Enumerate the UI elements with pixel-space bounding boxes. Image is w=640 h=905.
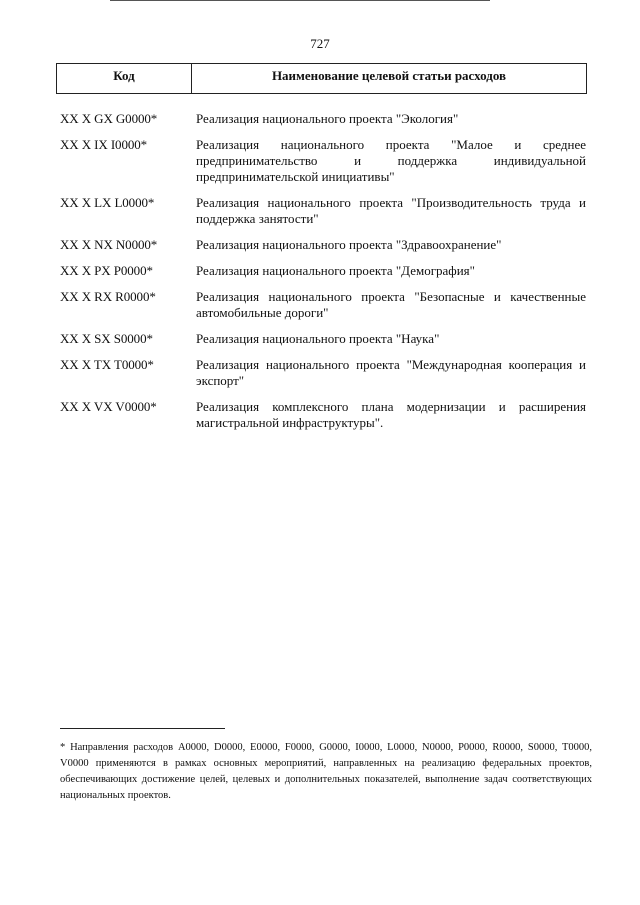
table-row (60, 289, 586, 321)
row-code: XX X RX R0000* (60, 289, 156, 304)
table-row (60, 331, 586, 347)
row-code: XX X VX V0000* (60, 399, 157, 414)
row-code: XX X LX L0000* (60, 195, 155, 210)
table-row (60, 195, 586, 227)
table-row (60, 137, 586, 185)
footnote: * Направления расходов А0000, D0000, E0000, F0000, G0000, I0000, L0000, N0000, P0000, R0000, S0000, T0000, V0000 применяются в рамках основных мероприятий, направленных на реализацию федеральных проектов, обеспечивающих достижение целей, целевых и дополнительных показателей, выполнение задач соответствующих национальных проектов. (60, 742, 592, 801)
row-code: XX X TX T0000* (60, 357, 154, 372)
header-code: Код (57, 64, 192, 93)
footnote-divider (60, 728, 225, 729)
table-header (56, 63, 587, 94)
row-name: Реализация национального проекта "Демография" (196, 263, 475, 278)
header-name: Наименование целевой статьи расходов (271, 68, 507, 83)
table-row (60, 237, 586, 253)
table-row (60, 399, 586, 431)
table-body (60, 111, 586, 441)
page-number: 727 (310, 36, 330, 51)
row-code: XX X IX I0000* (60, 137, 148, 152)
row-name: Реализация национального проекта "Производительность труда и поддержка занятости" (196, 195, 586, 226)
row-name: Реализация национального проекта "Малое и среднее предпринимательство и поддержка индивидуальной предпринимательской инициативы" (196, 137, 586, 184)
row-code: XX X PX P0000* (60, 263, 153, 278)
row-name: Реализация национального проекта "Наука" (196, 331, 440, 346)
row-name: Реализация национального проекта "Безопасные и качественные автомобильные дороги" (196, 289, 586, 320)
row-name: Реализация национального проекта "Экология" (196, 111, 459, 126)
table-row (60, 111, 586, 127)
top-divider (110, 0, 490, 1)
table-row (60, 357, 586, 389)
row-name: Реализация комплексного плана модернизации и расширения магистральной инфраструктуры". (196, 399, 586, 430)
table-row (60, 263, 586, 279)
row-code: XX X GX G0000* (60, 111, 158, 126)
row-code: XX X NX N0000* (60, 237, 158, 252)
row-code: XX X SX S0000* (60, 331, 153, 346)
row-name: Реализация национального проекта "Международная кооперация и экспорт" (196, 357, 586, 388)
row-name: Реализация национального проекта "Здравоохранение" (196, 237, 502, 252)
